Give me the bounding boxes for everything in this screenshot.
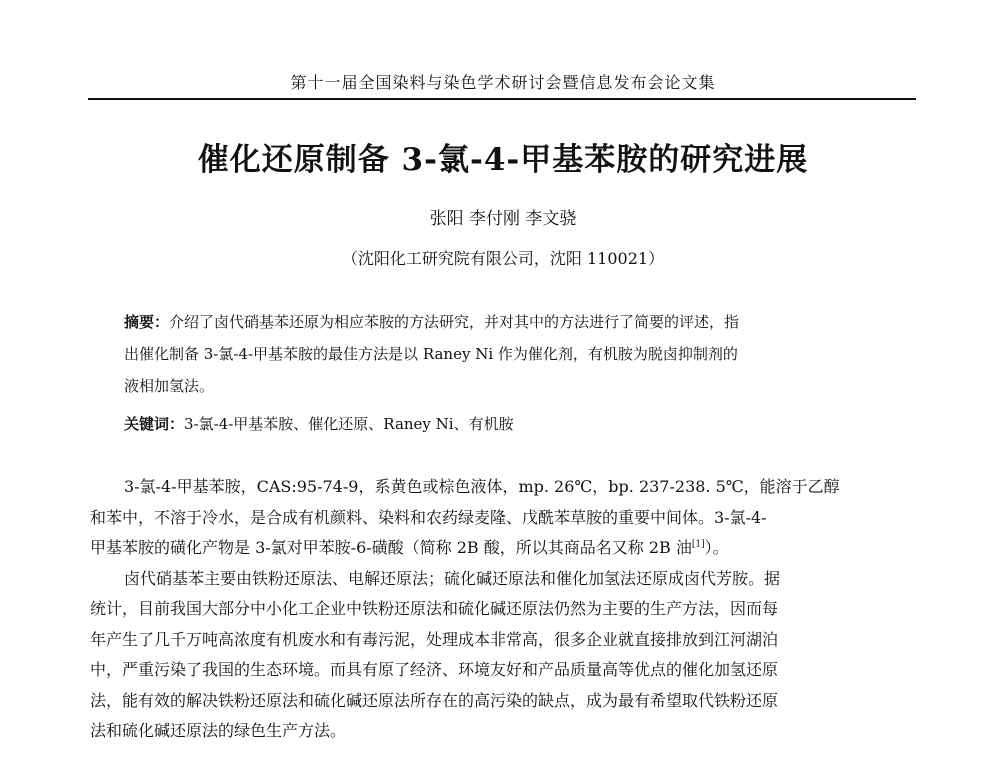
abstract-text: 介绍了卤代硝基苯还原为相应苯胺的方法研究，并对其中的方法进行了简要的评述，指	[169, 313, 740, 331]
authors: 张阳 李付刚 李文骁	[429, 209, 577, 229]
body-text-segment: 甲基苯胺的磺化产物是 3-氯对甲苯胺-6-磺酸（简称 2B 酸，所以其商品名又称 2B 油	[90, 538, 692, 557]
keywords-text: 3-氯-4-甲基苯胺、催化还原、Raney Ni、有机胺	[184, 415, 514, 433]
body-line: 卤代硝基苯主要由铁粉还原法、电解还原法；硫化碱还原法和催化加氢法还原成卤代芳胺。据	[124, 568, 781, 588]
abstract-line: 出催化制备 3-氯-4-甲基苯胺的最佳方法是以 Raney Ni 作为催化剂，有机胺为脱卤抑制剂的	[124, 345, 738, 363]
body-line: 法和硫化碱还原法的绿色生产方法。	[90, 721, 347, 740]
body-line: 年产生了几千万吨高浓度有机废水和有毒污泥，处理成本非常高，很多企业就直接排放到江河湖泊	[90, 629, 779, 649]
body-line: 和苯中，不溶于冷水，是合成有机颜料、染料和农药绿麦隆、戊酰苯草胺的重要中间体。3-氯-4-	[90, 507, 767, 527]
keywords-label: 关键词：	[124, 415, 185, 433]
citation-ref[interactable]: [1]	[691, 539, 705, 550]
abstract	[124, 306, 884, 402]
running-header: 第十一届全国染料与染色学术研讨会暨信息发布会论文集	[290, 73, 716, 92]
body-line	[90, 533, 920, 564]
body-line: 法，能有效的解决铁粉还原法和硫化碱还原法所存在的高污染的缺点，成为最有希望取代铁粉还原	[90, 690, 779, 710]
body-line: 中，严重污染了我国的生态环境。而具有原了经济、环境友好和产品质量高等优点的催化加氢还原	[90, 660, 779, 679]
abstract-line: 液相加氢法。	[124, 377, 215, 395]
paper-title: 催化还原制备 3-氯-4-甲基苯胺的研究进展	[197, 142, 809, 178]
body-line: 3-氯-4-甲基苯胺，CAS:95-74-9，系黄色或棕色液体，mp. 26℃，bp. 237-238. 5℃，能溶于乙醇	[124, 477, 840, 496]
affiliation: （沈阳化工研究院有限公司，沈阳 110021）	[341, 249, 665, 268]
body-text	[90, 472, 920, 747]
header-rule	[88, 98, 916, 100]
abstract-label: 摘要：	[124, 313, 170, 331]
body-text-segment: ）。	[704, 538, 729, 557]
body-line: 统计，目前我国大部分中小化工企业中铁粉还原法和硫化碱还原法仍然为主要的生产方法，因而每	[90, 599, 779, 618]
abstract-line	[124, 306, 884, 338]
keywords	[124, 408, 884, 440]
